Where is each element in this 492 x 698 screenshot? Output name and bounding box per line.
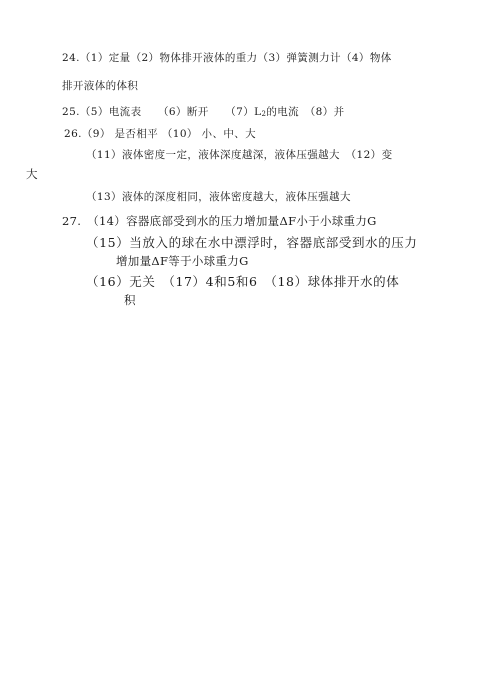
q24-line-2: 排开液体的体积 [62,80,139,92]
q26-line-3: 大 [26,167,38,181]
q26-line-1: 26.（9） 是否相平 （10） 小、中、大 [64,128,257,140]
q25-subscript: 2 [261,110,267,118]
q27-line-2: （15）当放入的球在水中漂浮时，容器底部受到水的压力 [86,235,418,250]
q24-line-1: 24.（1）定量（2）物体排开液体的重力（3）弹簧测力计（4）物体 [62,52,392,64]
q27-line-1: 27. （14）容器底部受到水的压力增加量ΔF小于小球重力G [62,214,377,228]
q27-line-4: （16）无关 （17）4和5和6 （18）球体排开水的体 [86,274,400,289]
q25-prefix: 25.（5）电流表 （6）断开 （7）L [62,106,262,118]
q26-line-4: （13）液体的深度相同，液体密度越大，液体压强越大 [86,191,351,203]
q27-line-5: 积 [124,293,136,307]
q25-line [62,107,345,118]
q26-line-2: （11）液体密度一定，液体深度越深，液体压强越大 （12）变 [86,149,393,161]
q25-suffix: 的电流 （8）并 [266,106,345,118]
q27-line-3: 增加量ΔF等于小球重力G [116,254,249,268]
